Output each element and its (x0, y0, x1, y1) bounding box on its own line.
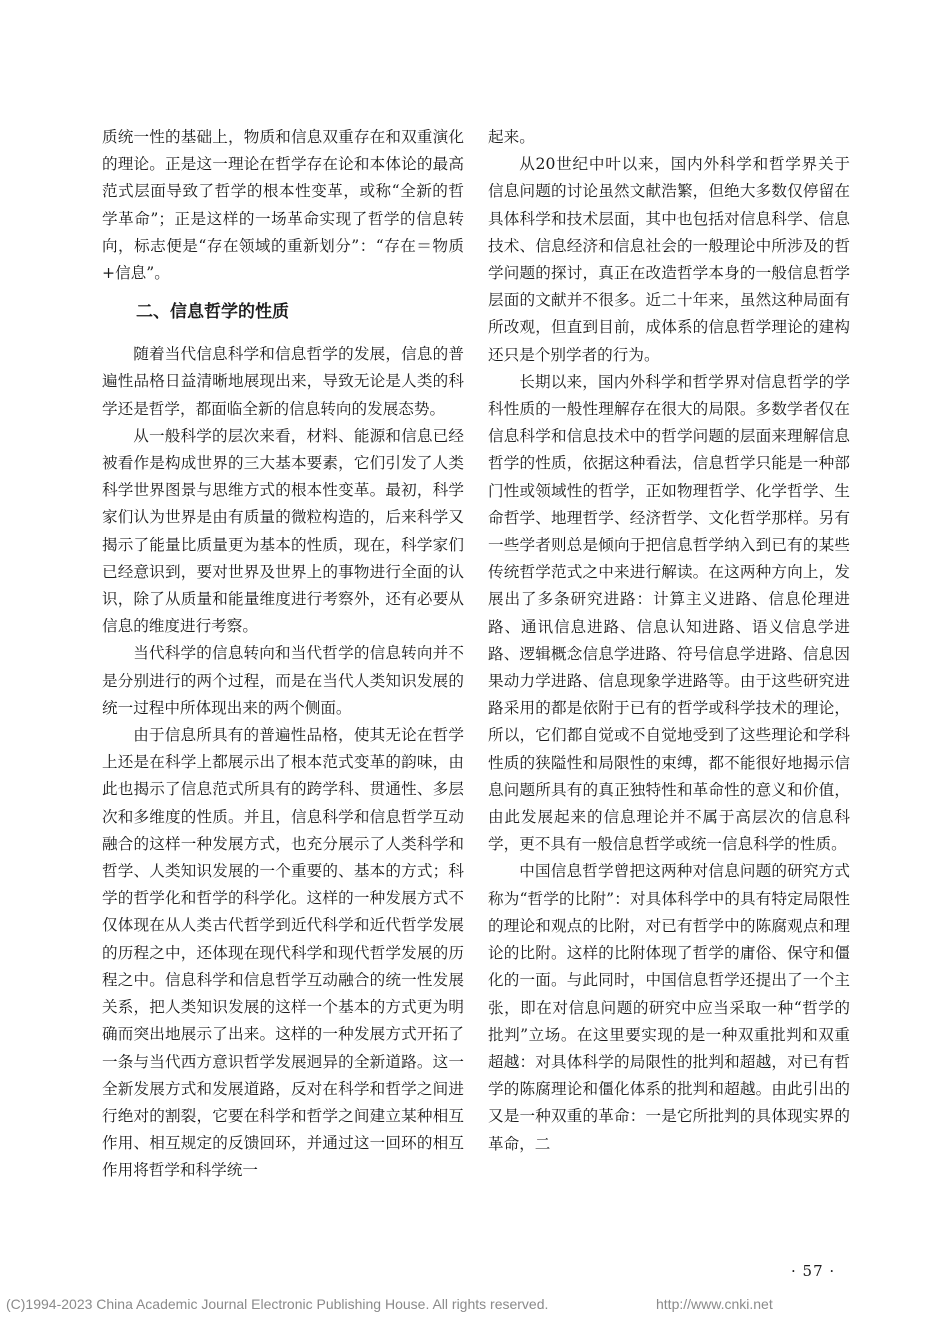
paragraph-continued: 质统一性的基础上，物质和信息双重存在和双重演化的理论。正是这一理论在哲学存在论和本体论的最高范式层面导致了哲学的根本性变革，或称“全新的哲学革命”；正是这样的一场革命实现了哲学的信息转向，标志便是“存在领域的重新划分”：“存在＝物质+信息”。 (102, 128, 464, 283)
paragraph: 从一般科学的层次来看，材料、能源和信息已经被看作是构成世界的三大基本要素，它们引发了人类科学世界图景与思维方式的根本性变革。最初，科学家们认为世界是由有质量的微粒构造的，后来科学又揭示了能量比质量更为基本的性质，现在，科学家们已经意识到，要对世界及世界上的事物进行全面的认识，除了从质量和能量维度进行考察外，还有必要从信息的维度进行考察。 (102, 426, 464, 636)
paragraph-continued: 起来。 (488, 128, 535, 146)
paragraph: 当代科学的信息转向和当代哲学的信息转向并不是分别进行的两个过程，而是在当代人类知识发展的统一过程中所体现出来的两个侧面。 (102, 644, 464, 717)
section-heading: 二、信息哲学的性质 (136, 302, 289, 323)
footer (6, 1296, 946, 1312)
copyright-notice: (C)1994-2023 China Academic Journal Electronic Publishing House. All rights reserved. (6, 1296, 549, 1312)
paragraph: 长期以来，国内外科学和哲学界对信息哲学的学科性质的一般性理解存在很大的局限。多数学者仅在信息科学和信息技术中的哲学问题的层面来理解信息哲学的性质，依据这种看法，信息哲学只能是一种部门性或领域性的哲学，正如物理哲学、化学哲学、生命哲学、地理哲学、经济哲学、文化哲学那样。另有一些学者则总是倾向于把信息哲学纳入到已有的某些传统哲学范式之中来进行解读。在这两种方向上，发展出了多条研究进路：计算主义进路、信息伦理进路、通讯信息进路、信息认知进路、语义信息学进路、逻辑概念信息学进路、符号信息学进路、信息因果动力学进路、信息现象学进路等。由于这些研究进路采用的都是依附于已有的哲学或科学技术的理论，所以，它们都自觉或不自觉地受到了这些理论和学科性质的狭隘性和局限性的束缚，都不能很好地揭示信息问题所具有的真正独特性和革命性的意义和价值，由此发展起来的信息理论并不属于高层次的信息科学，更不具有一般信息哲学或统一信息科学的性质。 (488, 372, 850, 854)
paragraph: 随着当代信息科学和信息哲学的发展，信息的普遍性品格日益清晰地展现出来，导致无论是人类的科学还是哲学，都面临全新的信息转向的发展态势。 (102, 345, 464, 418)
paragraph: 由于信息所具有的普遍性品格，使其无论在哲学上还是在科学上都展示出了根本范式变革的韵味，由此也揭示了信息范式所具有的跨学科、贯通性、多层次和多维度的性质。并且，信息科学和信息哲学互动融合的这样一种发展方式，也充分展示了人类科学和哲学、人类知识发展的一个重要的、基本的方式；科学的哲学化和哲学的科学化。这样的一种发展方式不仅体现在从人类古代哲学到近代科学和近代哲学发展的历程之中，还体现在现代科学和现代哲学发展的历程之中。信息科学和信息哲学互动融合的统一性发展关系，把人类知识发展的这样一个基本的方式更为明确而突出地展示了出来。这样的一种发展方式开拓了一条与当代西方意识哲学发展迥异的全新道路。这一全新发展方式和发展道路，反对在科学和哲学之间进行绝对的割裂，它要在科学和哲学之间建立某种相互作用、相互规定的反馈回环，并通过这一回环的相互作用将哲学和科学统一 (102, 726, 464, 1180)
website-url: http://www.cnki.net (656, 1296, 773, 1312)
page-number: · 57 · (791, 1262, 836, 1280)
paragraph: 从20世纪中叶以来，国内外科学和哲学界关于信息问题的讨论虽然文献浩繁，但绝大多数仅停留在具体科学和技术层面，其中也包括对信息科学、信息技术、信息经济和信息社会的一般理论中所涉及的哲学问题的探讨，真正在改造哲学本身的一般信息哲学层面的文献并不很多。近二十年来，虽然这种局面有所改观，但直到目前，成体系的信息哲学理论的建构还只是个别学者的行为。 (488, 155, 850, 364)
paragraph: 中国信息哲学曾把这两种对信息问题的研究方式称为“哲学的比附”：对具体科学中的具有特定局限性的理论和观点的比附，对已有哲学中的陈腐观点和理论的比附。这样的比附体现了哲学的庸俗、保守和僵化的一面。与此同时，中国信息哲学还提出了一个主张，即在对信息问题的研究中应当采取一种“哲学的批判”立场。在这里要实现的是一种双重批判和双重超越：对具体科学的局限性的批判和超越，对已有哲学的陈腐理论和僵化体系的批判和超越。由此引出的又是一种双重的革命：一是它所批判的具体现实界的革命，二 (488, 862, 850, 1153)
right-column (488, 124, 850, 1158)
left-column (102, 124, 464, 1185)
